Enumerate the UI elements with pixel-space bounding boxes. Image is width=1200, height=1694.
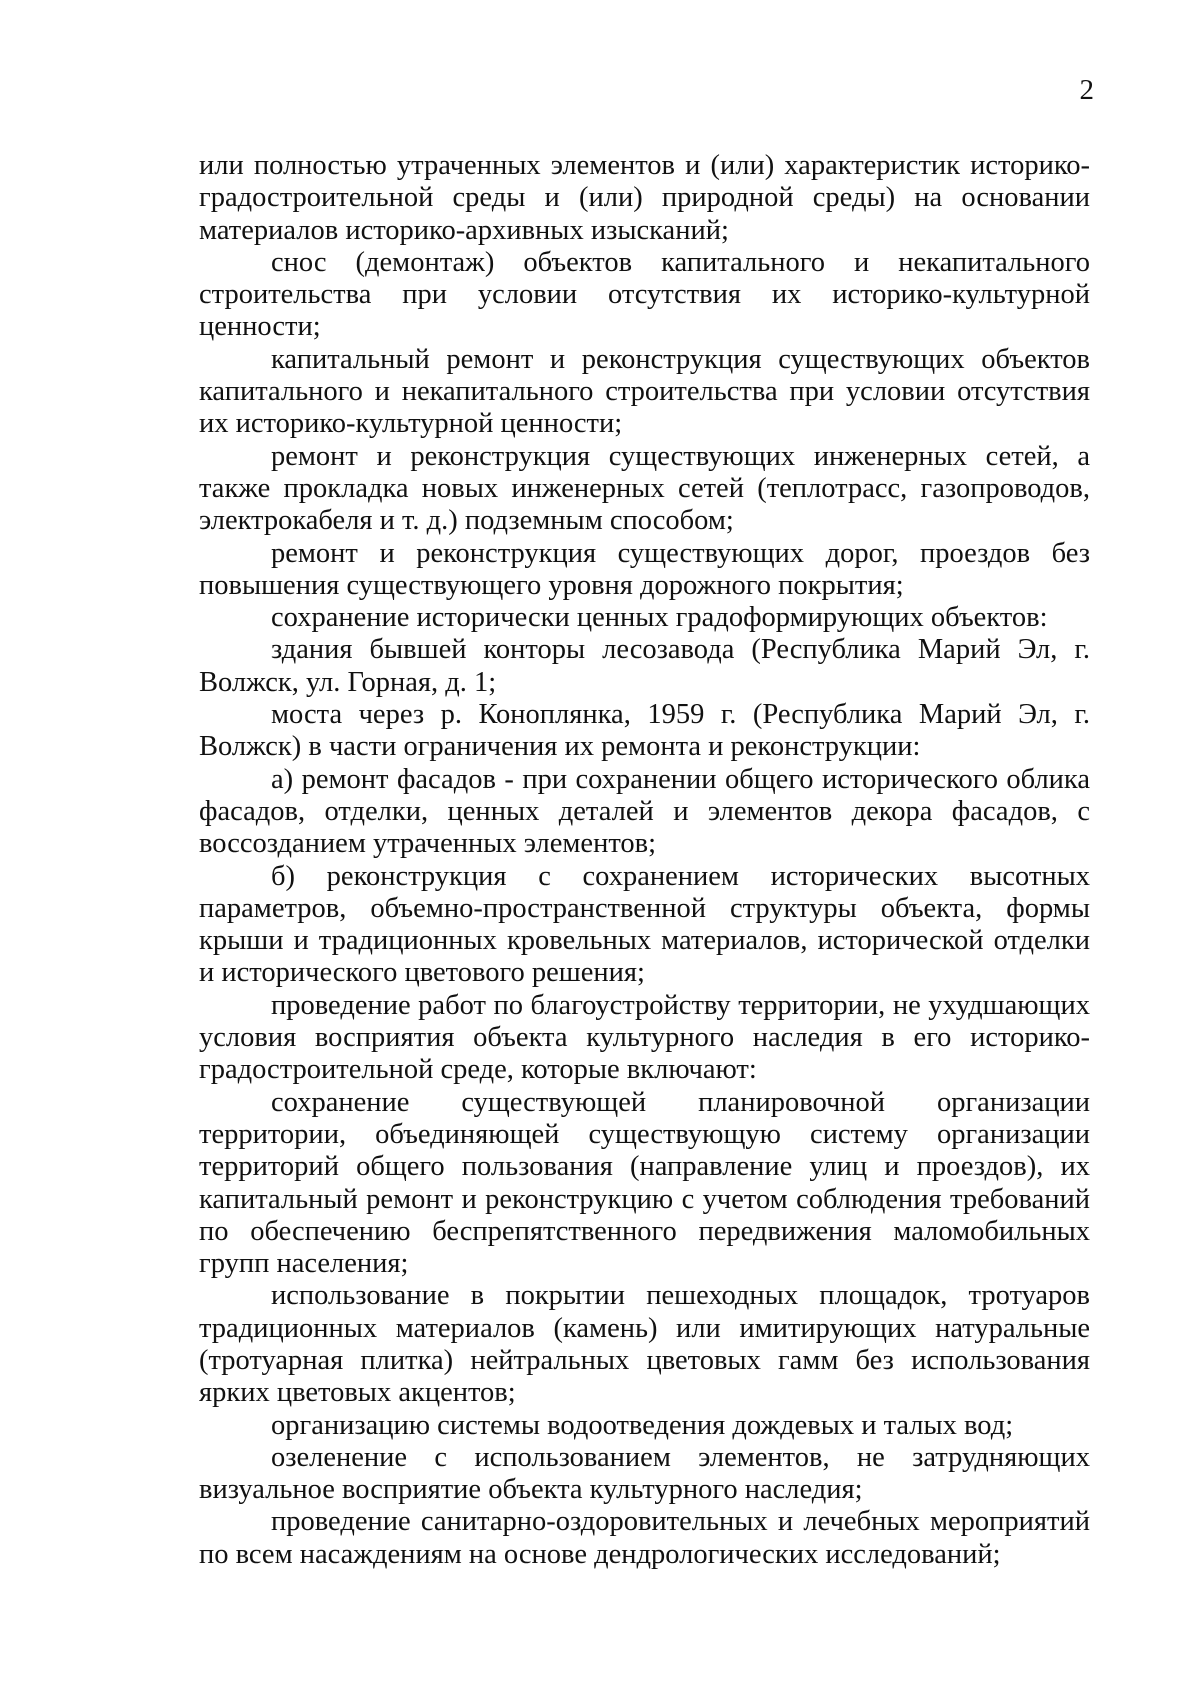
paragraph: б) реконструкция с сохранением исторических высотных параметров, объемно-пространственной структуры объекта, формы крыши и традиционных кровельных материалов, исторической отделки и исторического цветового решения; xyxy=(199,860,1090,989)
paragraph: сохранение исторически ценных градоформирующих объектов: xyxy=(271,602,1048,634)
paragraph: а) ремонт фасадов - при сохранении общего исторического облика фасадов, отделки, ценных деталей и элементов декора фасадов, с воссозданием утраченных элементов; xyxy=(199,763,1090,860)
paragraph: проведение санитарно-оздоровительных и лечебных мероприятий по всем насаждениям на основе дендрологических исследований; xyxy=(199,1506,1090,1570)
document-body xyxy=(199,150,1090,1571)
paragraph: моста через р. Коноплянка, 1959 г. (Республика Марий Эл, г. Волжск) в части ограничения их ремонта и реконструкции: xyxy=(199,699,1090,763)
paragraph: организацию системы водоотведения дождевых и талых вод; xyxy=(271,1409,1014,1441)
paragraph: или полностью утраченных элементов и (или) характеристик историко-градостроительной среды и (или) природной среды) на основании материалов историко-архивных изысканий; xyxy=(199,150,1090,246)
page-number: 2 xyxy=(1079,74,1094,106)
paragraph: озеленение с использованием элементов, не затрудняющих визуальное восприятие объекта культурного наследия; xyxy=(199,1441,1090,1506)
paragraph: ремонт и реконструкция существующих дорог, проездов без повышения существующего уровня дорожного покрытия; xyxy=(199,537,1090,601)
paragraph: ремонт и реконструкция существующих инженерных сетей, а также прокладка новых инженерных сетей (теплотрасс, газопроводов, электрокабеля и т. д.) подземным способом; xyxy=(199,440,1090,537)
paragraph: снос (демонтаж) объектов капитального и некапитального строительства при условии отсутствия их историко-культурной ценности; xyxy=(199,246,1090,343)
paragraph: сохранение существующей планировочной организации территории, объединяющей существующую систему организации территорий общего пользования (направление улиц и проездов), их капитальный ремонт и реконструкцию с учетом соблюдения требований по обеспечению беспрепятственного передвижения маломобильных групп населения; xyxy=(199,1086,1090,1280)
paragraph: использование в покрытии пешеходных площадок, тротуаров традиционных материалов (камень) или имитирующих натуральные (тротуарная плитка) нейтральных цветовых гамм без использования ярких цветовых акцентов; xyxy=(199,1280,1090,1409)
paragraph: здания бывшей конторы лесозавода (Республика Марий Эл, г. Волжск, ул. Горная, д. 1; xyxy=(199,634,1090,698)
paragraph: проведение работ по благоустройству территории, не ухудшающих условия восприятия объекта культурного наследия в его историко-градостроительной среде, которые включают: xyxy=(199,989,1090,1086)
paragraph: капитальный ремонт и реконструкция существующих объектов капитального и некапитального строительства при условии отсутствия их историко-культурной ценности; xyxy=(199,343,1090,440)
